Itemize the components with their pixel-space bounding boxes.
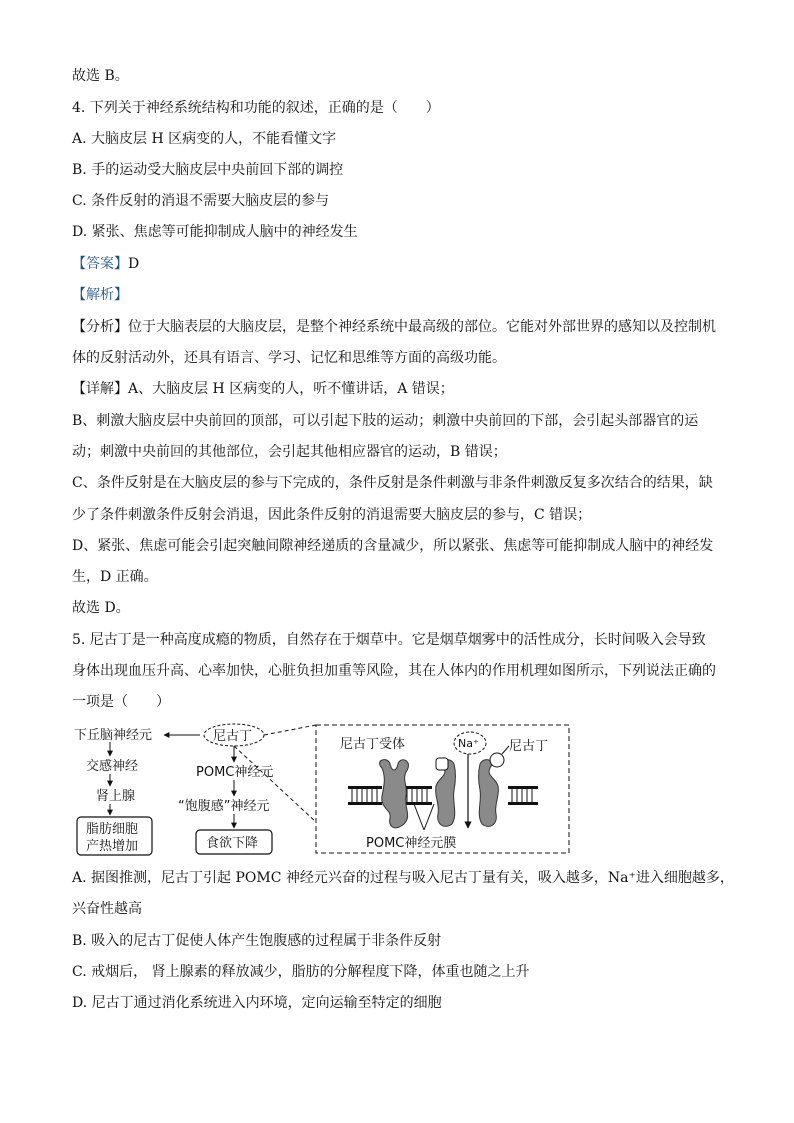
analysis-para <box>72 317 716 337</box>
heat-label: 产热增加 <box>86 839 139 854</box>
receptor-subunit-right <box>479 760 499 827</box>
question-5-stem: 5. 尼古丁是一种高度成瘾的物质，自然存在于烟草中。它是烟草烟雾中的活性成分，长时间吸入会导致 <box>72 632 706 648</box>
q5-option-b: B. 吸入的尼古丁促使人体产生饱腹感的过程属于非条件反射 <box>72 933 442 949</box>
detail-para <box>72 379 454 399</box>
option-c: C. 条件反射的消退不需要大脑皮层的参与 <box>72 193 330 209</box>
fenxi-tag: 【分析】 <box>72 319 128 335</box>
q5-option-a: A. 据图推测，尼古丁引起 POMC 神经元兴奋的过程与吸入尼古丁量有关，吸入越多，Na⁺进入细胞越多， <box>72 870 734 886</box>
detail-text: D、紧张、焦虑可能会引起突触间隙神经递质的含量减少，所以紧张、焦虑等可能抑制成人脑中的神经发 <box>72 538 714 554</box>
analysis-tag: 【解析】 <box>72 287 128 303</box>
satiety-label: “饱腹感”神经元 <box>178 799 270 814</box>
option-d: D. 紧张、焦虑等可能抑制成人脑中的神经发生 <box>72 224 358 240</box>
question-4-stem: 4. 下列关于神经系统结构和功能的叙述，正确的是（ ） <box>72 100 440 116</box>
detail-text: A、大脑皮层 H 区病变的人，听不懂讲话，A 错误； <box>128 381 454 397</box>
detail-text: B、刺激大脑皮层中央前回的顶部，可以引起下肢的运动；刺激中央前回的下部，会引起头部器官的运 <box>72 413 699 429</box>
label-pointer <box>502 746 509 754</box>
sodium-label: Na⁺ <box>458 737 479 750</box>
answer-line <box>72 254 139 274</box>
q5-option-a-cont: 兴奋性越高 <box>72 901 142 917</box>
question-5-stem: 一项是（ ） <box>72 694 170 710</box>
answer-tag: 【答案】 <box>72 256 128 272</box>
detail-text: 动；刺激中央前回的其他部位，会引起其他相应器官的运动，B 错误； <box>72 444 507 460</box>
option-b: B. 手的运动受大脑皮层中央前回下部的调控 <box>72 162 344 178</box>
pomc-label: POMC神经元 <box>196 765 274 780</box>
nicotine-label: 尼古丁 <box>213 729 253 744</box>
q5-option-c: C. 戒烟后， 肾上腺素的释放减少，脂肪的分解程度下降，体重也随之上升 <box>72 964 530 980</box>
adrenal-label: 肾上腺 <box>96 789 136 804</box>
q5-option-d: D. 尼古丁通过消化系统进入内环境，定向运输至特定的细胞 <box>72 995 442 1011</box>
line: 故选 D。 <box>72 600 130 616</box>
receptor-label: 尼古丁受体 <box>340 737 406 752</box>
nicotine-molecule <box>490 753 504 767</box>
mechanism-figure <box>72 716 572 861</box>
line: 故选 B。 <box>72 68 129 84</box>
analysis-text: 体的反射活动外，还具有语言、学习、记忆和思维等方面的高级功能。 <box>72 350 506 366</box>
label-pointer <box>424 804 434 830</box>
nicotine-bound-label: 尼古丁 <box>509 739 549 754</box>
answer-value: D <box>128 256 140 272</box>
analysis-text: 位于大脑表层的大脑皮层，是整个神经系统中最高级的部位。它能对外部世界的感知以及控制机 <box>128 319 716 335</box>
hypothalamus-label: 下丘脑神经元 <box>74 728 153 743</box>
nicotine-receptor-closed <box>380 760 409 828</box>
detail-text: C、条件反射是在大脑皮层的参与下完成的，条件反射是条件刺激与非条件刺激反复多次结合的结果，缺 <box>72 475 713 491</box>
label-pointer <box>414 804 424 830</box>
detail-text: 生，D 正确。 <box>72 569 158 585</box>
callout-line <box>264 725 316 735</box>
sympathetic-label: 交感神经 <box>86 759 139 774</box>
question-5-stem: 身体出现血压升高、心率加快，心脏负担加重等风险，其在人体内的作用机理如图所示，下列说法正确的 <box>72 663 716 679</box>
option-a: A. 大脑皮层 H 区病变的人，不能看懂文字 <box>72 131 337 147</box>
nicotine-molecule <box>436 758 448 770</box>
appetite-label: 食欲下降 <box>206 836 259 851</box>
membrane-label: POMC神经元膜 <box>366 836 457 851</box>
xiangjie-tag: 【详解】 <box>72 381 128 397</box>
detail-text: 少了条件刺激条件反射会消退，因此条件反射的消退需要大脑皮层的参与，C 错误； <box>72 507 592 523</box>
fat-cell-label: 脂肪细胞 <box>86 822 139 837</box>
